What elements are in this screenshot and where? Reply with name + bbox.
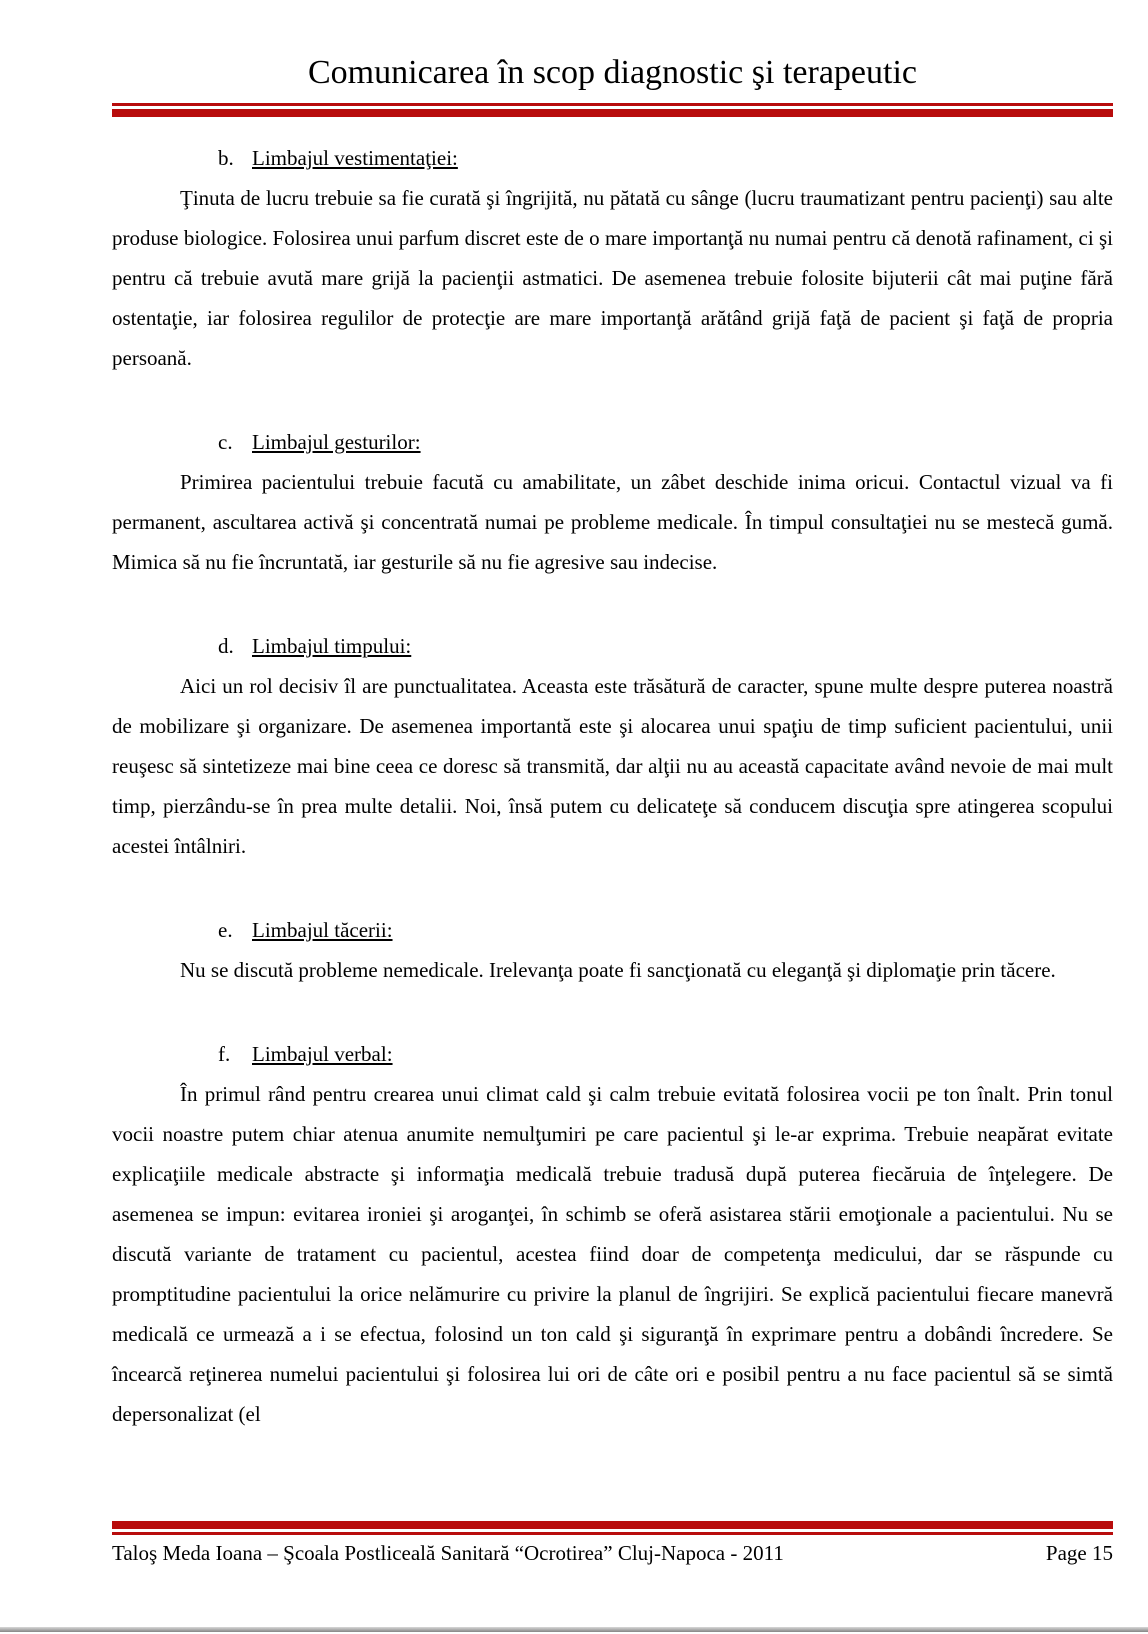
document-footer <box>112 1521 1113 1566</box>
section-paragraph: Nu se discută probleme nemedicale. Irelevanţa poate fi sancţionată cu eleganţă şi diplomaţie prin tăcere. <box>180 958 1056 982</box>
section-title: Limbajul gesturilor: <box>252 430 421 454</box>
footer-credit: Taloş Meda Ioana – Şcoala Postliceală Sanitară “Ocrotirea” Cluj-Napoca - 2011 <box>112 1541 784 1565</box>
section-paragraph: Aici un rol decisiv îl are punctualitatea. Aceasta este trăsătură de caracter, spune multe despre puterea noastră de mobilizare şi organizare. De asemenea importantă este şi alocarea unui spaţiu de timp suficient pacientului, unii reuşesc să sintetizeze mai bine ceea ce doresc să transmită, dar alţii nu au această capacitate având nevoie de mai mult timp, pierzându-se în prea multe detalii. Noi, însă putem cu delicateţe să conducem discuţia spre atingerea scopului acestei întâlniri. <box>112 674 1113 858</box>
footer-rule-thick <box>112 1521 1113 1529</box>
header-rule-thick <box>112 109 1113 117</box>
section-heading <box>112 910 1113 950</box>
section-heading <box>112 626 1113 666</box>
window-bottom-edge <box>0 1627 1148 1632</box>
section-letter: e. <box>218 918 233 942</box>
section-paragraph: Ţinuta de lucru trebuie sa fie curată şi îngrijită, nu pătată cu sânge (lucru traumatizant pentru pacienţi) sau alte produse biologice. Folosirea unui parfum discret este de o mare importanţă nu numai pentru că denotă rafinament, ci şi pentru că trebuie avută mare grijă la pacienţii astmatici. De asemenea trebuie folosite bijuterii cât mai puţine fără ostentaţie, iar folosirea regulilor de protecţie are mare importanţă arătând grijă faţă de pacient şi faţă de propria persoană. <box>112 186 1113 370</box>
section-limbajul-timpului <box>112 626 1113 866</box>
header-rule-thin <box>112 103 1113 106</box>
section-paragraph: În primul rând pentru crearea unui climat cald şi calm trebuie evitată folosirea vocii pe ton înalt. Prin tonul vocii noastre putem chiar atenua anumite nemulţumiri pe care pacientul şi le-ar exprima. Trebuie neapărat evitate explicaţiile medicale abstracte şi informaţia medicală trebuie tradusă după puterea fiecăruia de înţelegere. De asemenea se impun: evitarea ironiei şi aroganţei, în schimb se oferă asistarea stării emoţionale a pacientului. Nu se discută variante de tratament cu pacientul, acestea fiind doar de competenţa medicului, dar se răspunde cu promptitudine pacientului la orice nelămurire cu privire la planul de îngrijiri. Se explică pacientului fiecare manevră medicală ce urmează a i se efectua, folosind un ton cald şi siguranţă în exprimare pentru a dobândi încredere. Se încearcă reţinerea numelui pacientului şi folosirea lui ori de câte ori e posibil pentru a nu face pacientul să se simtă depersonalizat (el <box>112 1082 1113 1426</box>
section-title: Limbajul vestimentaţiei: <box>252 146 458 170</box>
page-title: Comunicarea în scop diagnostic şi terapeutic <box>308 54 917 91</box>
section-heading <box>112 138 1113 178</box>
section-limbajul-vestimentatiei <box>112 138 1113 378</box>
section-letter: b. <box>218 146 234 170</box>
footer-rule-thin <box>112 1532 1113 1535</box>
document-page <box>112 0 1113 1434</box>
section-title: Limbajul tăcerii: <box>252 918 393 942</box>
section-paragraph: Primirea pacientului trebuie facută cu amabilitate, un zâbet deschide inima oricui. Contactul vizual va fi permanent, ascultarea activă şi concentrată numai pe probleme medicale. În timpul consultaţiei nu se mestecă gumă. Mimica să nu fie încruntată, iar gesturile să nu fie agresive sau indecise. <box>112 470 1113 574</box>
section-limbajul-tacerii <box>112 910 1113 990</box>
section-letter: c. <box>218 430 233 454</box>
section-heading <box>112 422 1113 462</box>
section-title: Limbajul verbal: <box>252 1042 393 1066</box>
section-letter: f. <box>218 1042 231 1066</box>
section-heading <box>112 1034 1113 1074</box>
section-limbajul-gesturilor <box>112 422 1113 582</box>
document-body <box>112 138 1113 1434</box>
section-limbajul-verbal <box>112 1034 1113 1434</box>
footer-page-number: Page 15 <box>1045 1541 1113 1565</box>
section-letter: d. <box>218 634 234 658</box>
section-title: Limbajul timpului: <box>252 634 412 658</box>
document-header <box>112 52 1113 117</box>
